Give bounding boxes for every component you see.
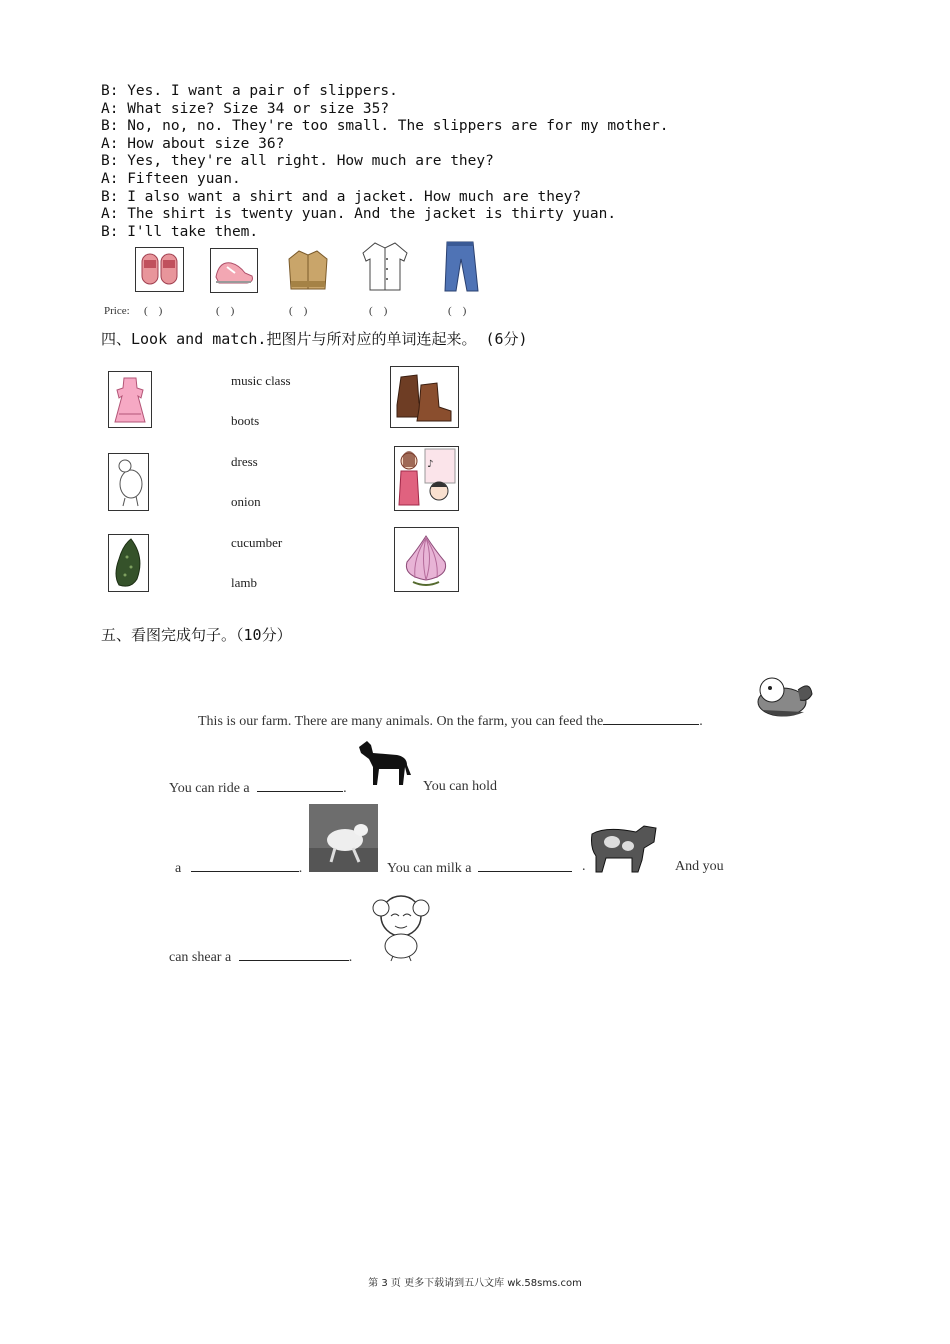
dialogue-line: A: How about size 36?: [101, 135, 285, 152]
answer-blank[interactable]: [603, 712, 699, 725]
lamb-photo: [309, 804, 378, 872]
farm-sentence-5: [169, 948, 352, 966]
music-class-icon: [394, 446, 459, 511]
price-blank[interactable]: ( ): [289, 305, 308, 317]
price-label: Price:: [104, 305, 130, 317]
price-blank[interactable]: ( ): [448, 305, 467, 317]
match-word: boots: [231, 413, 260, 428]
jacket-icon: [287, 247, 329, 293]
sentence-text: You can ride a: [169, 781, 250, 796]
dialogue-line: A: What size? Size 34 or size 35?: [101, 100, 390, 117]
dress-icon: [108, 371, 152, 428]
match-word: cucumber: [231, 535, 283, 550]
answer-blank[interactable]: [257, 779, 343, 792]
match-word: lamb: [231, 575, 257, 590]
slippers-icon: [135, 247, 184, 292]
lamb-icon: [108, 453, 149, 511]
dialogue-line: A: Fifteen yuan.: [101, 171, 241, 187]
sentence-text: This is our farm. There are many animals. On the farm, you can feed the: [198, 714, 604, 729]
section5-heading: 五、看图完成句子。（10分）: [101, 626, 292, 644]
price-blank[interactable]: ( ): [144, 305, 163, 317]
horse-icon: [357, 739, 413, 789]
farm-sentence-4: [387, 859, 572, 877]
chicken-icon: [750, 672, 814, 722]
dialogue-line: B: I also want a shirt and a jacket. How much are they?: [101, 188, 582, 205]
shirt-icon: [360, 239, 410, 293]
shoes-icon: [210, 248, 258, 293]
trousers-icon: [441, 239, 481, 295]
dialogue-line: B: Yes, they're all right. How much are they?: [101, 153, 494, 170]
sentence-text: can shear a: [169, 950, 232, 965]
period: .: [699, 714, 703, 729]
period: .: [343, 781, 347, 796]
match-word: dress: [231, 454, 258, 469]
cow-icon: [586, 820, 662, 875]
dialogue-line: A: The shirt is twenty yuan. And the jacket is thirty yuan.: [101, 206, 617, 223]
section4-heading: 四、Look and match.把图片与所对应的单词连起来。 (6分): [101, 330, 528, 348]
farm-sentence-1: [198, 712, 703, 730]
boots-icon: [390, 366, 459, 428]
answer-blank[interactable]: [191, 859, 299, 872]
cucumber-icon: [108, 534, 149, 592]
dialogue-line: B: I'll take them.: [101, 223, 259, 240]
sentence-text: And you: [675, 859, 724, 874]
onion-icon: [394, 527, 459, 592]
farm-sentence-2: [169, 779, 347, 797]
period: .: [298, 861, 303, 876]
svg-text:♪: ♪: [427, 459, 434, 470]
answer-blank[interactable]: [239, 948, 349, 961]
page-footer: 第 3 页 更多下载请到五八文库 wk.58sms.com: [368, 1278, 582, 1289]
dialogue-line: B: Yes. I want a pair of slippers.: [101, 83, 398, 99]
price-blank[interactable]: ( ): [369, 305, 388, 317]
sheep-cartoon-icon: [367, 890, 439, 962]
match-word: music class: [231, 373, 291, 388]
period: .: [582, 859, 586, 874]
period: .: [348, 950, 353, 965]
farm-sentence-3: [175, 859, 302, 877]
dialogue-line: B: No, no, no. They're too small. The slippers are for my mother.: [101, 118, 669, 135]
sentence-text: a: [175, 861, 182, 876]
price-blank[interactable]: ( ): [216, 305, 235, 317]
match-word: onion: [231, 494, 261, 509]
sentence-text: You can hold: [423, 779, 498, 794]
answer-blank[interactable]: [478, 859, 572, 872]
sentence-text: You can milk a: [387, 861, 472, 876]
